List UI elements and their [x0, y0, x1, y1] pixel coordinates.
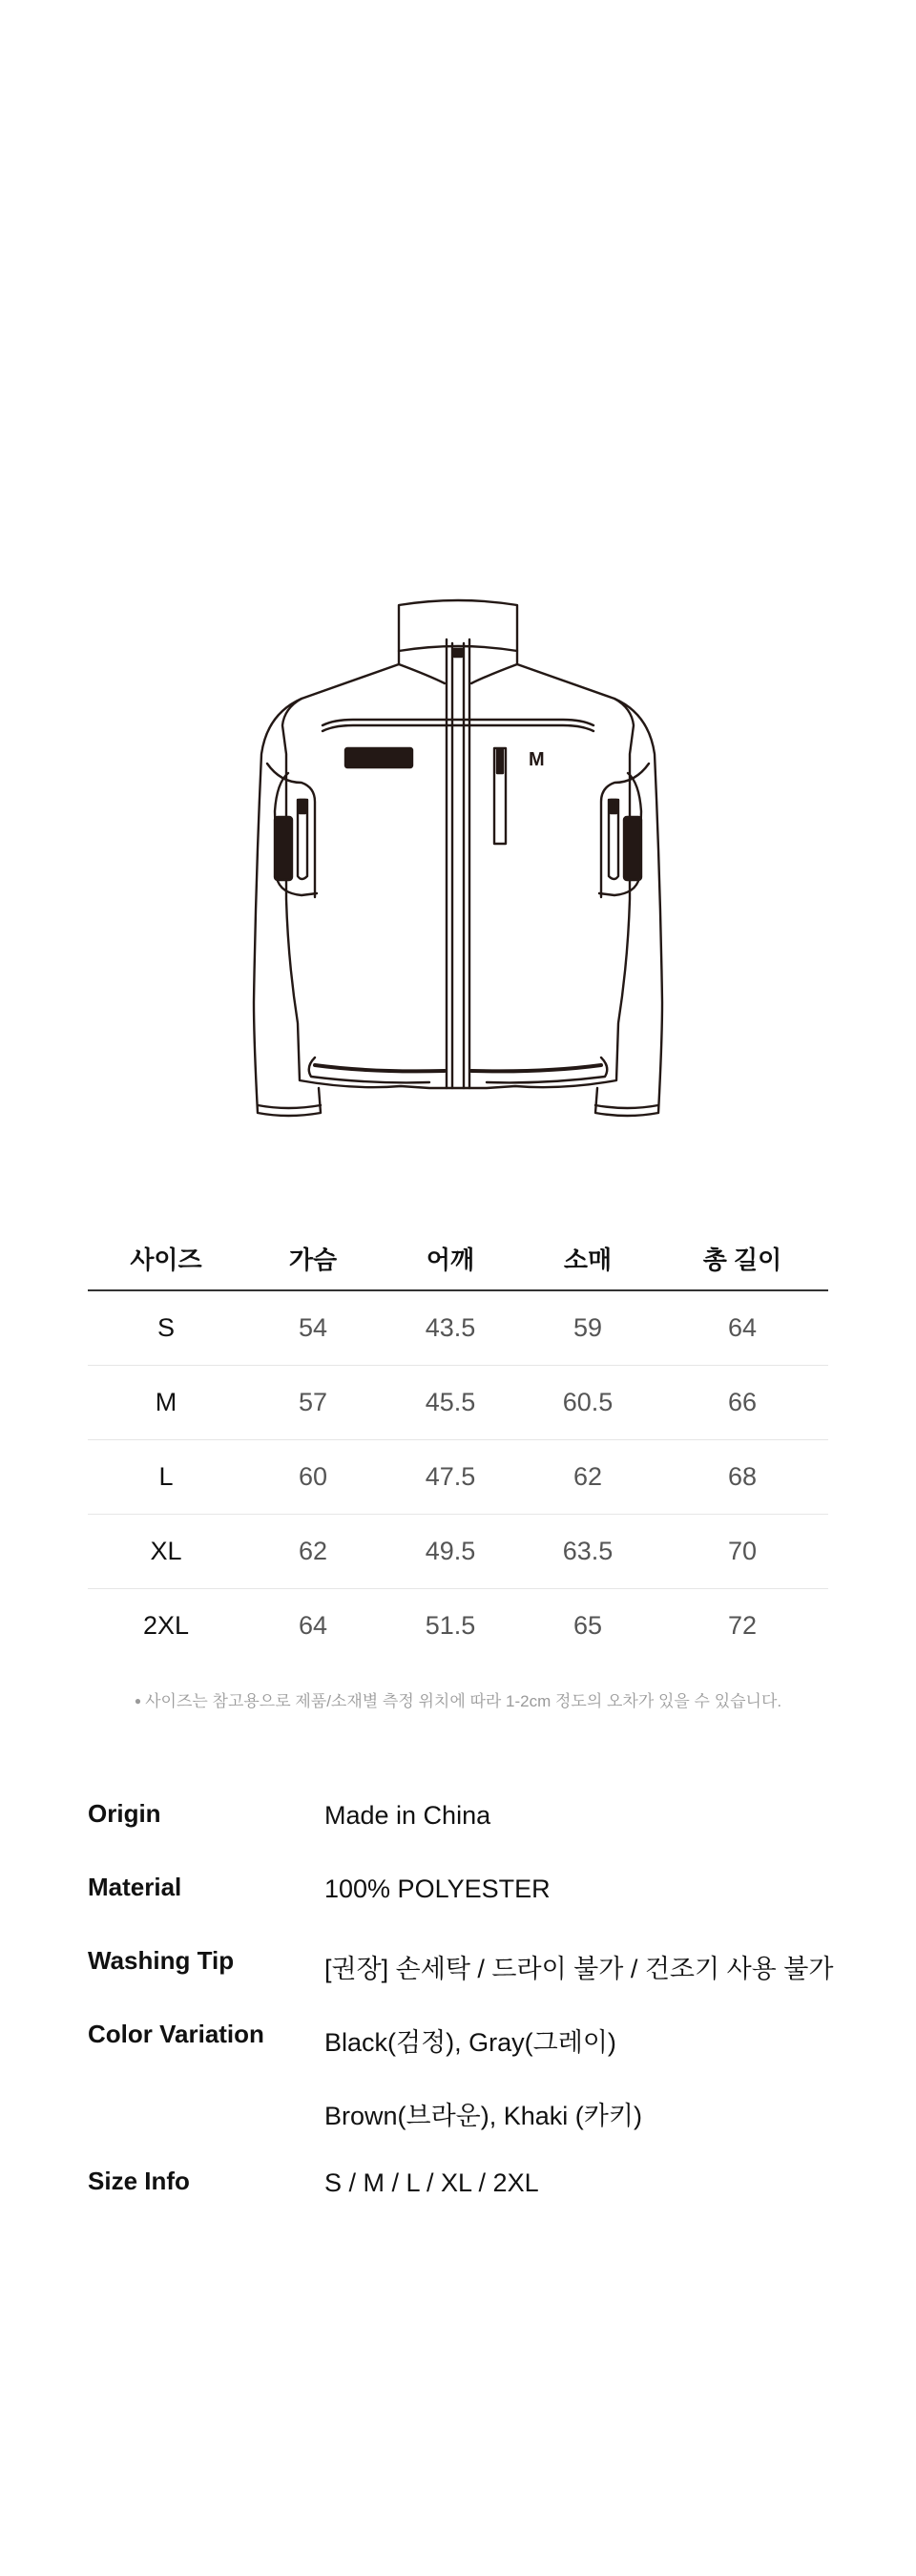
- size-value: S / M / L / XL / 2XL: [324, 2168, 539, 2197]
- size-note: [0, 1687, 916, 1711]
- table-row: [88, 1290, 828, 1366]
- table-cell: 65: [572, 1611, 603, 1640]
- table-cell: 72: [727, 1611, 758, 1640]
- table-cell: 62: [244, 1515, 382, 1589]
- center-zipper: [447, 639, 469, 1088]
- color-value-1: Black(검정), Gray(그레이): [324, 2028, 616, 2057]
- table-cell: 68: [656, 1440, 828, 1515]
- washing-label: Washing Tip: [88, 1946, 235, 1975]
- table-cell: 2XL: [142, 1611, 190, 1640]
- table-row: [88, 1366, 828, 1440]
- origin-label: Origin: [88, 1799, 161, 1828]
- color-value-2: Brown(브라운), Khaki (카키): [324, 2102, 642, 2130]
- table-cell: S: [88, 1290, 244, 1366]
- size-table: [88, 1226, 828, 1663]
- color-label: Color Variation: [88, 2020, 264, 2048]
- table-cell: 57: [244, 1366, 382, 1440]
- right-arm-patch: [624, 817, 641, 880]
- table-cell: 49.5: [382, 1515, 519, 1589]
- table-cell: 64: [298, 1611, 328, 1640]
- material-value: 100% POLYESTER: [324, 1874, 551, 1903]
- info-row-washing: [88, 1946, 851, 2020]
- note-text: 사이즈는 참고용으로 제품/소재별 측정 위치에 따라 1-2cm 정도의 오차가 있을 수 있습니다.: [145, 1692, 782, 1710]
- table-cell: L: [88, 1440, 244, 1515]
- header-shoulder: 어깨: [382, 1226, 519, 1290]
- header-sleeve: 소매: [519, 1226, 656, 1290]
- table-cell: M: [88, 1366, 244, 1440]
- info-row-material: [88, 1873, 851, 1946]
- chest-name-patch: [345, 748, 412, 767]
- jacket-illustration: [239, 592, 677, 1145]
- collar-back: [399, 600, 517, 651]
- product-info: [88, 1799, 851, 2240]
- header-size: 사이즈: [88, 1226, 244, 1290]
- table-cell: 66: [656, 1366, 828, 1440]
- info-row-origin: [88, 1799, 851, 1873]
- header-chest: 가슴: [244, 1226, 382, 1290]
- size-table-header: [88, 1226, 828, 1290]
- table-cell: 70: [656, 1515, 828, 1589]
- table-cell: 63.5: [519, 1515, 656, 1589]
- table-cell: 47.5: [382, 1440, 519, 1515]
- table-cell: 51.5: [425, 1611, 476, 1640]
- left-arm-patch: [275, 817, 292, 880]
- table-row: [88, 1515, 828, 1589]
- table-cell: 62: [519, 1440, 656, 1515]
- material-label: Material: [88, 1873, 182, 1901]
- table-cell: 64: [656, 1290, 828, 1366]
- table-row: [88, 1440, 828, 1515]
- info-row-size: [88, 2167, 851, 2240]
- table-cell: 45.5: [382, 1366, 519, 1440]
- note-bullet: ●: [134, 1694, 142, 1707]
- info-row-color-continued: [88, 2093, 851, 2167]
- table-cell: 60.5: [519, 1366, 656, 1440]
- header-total-length: 총 길이: [656, 1226, 828, 1290]
- origin-value: Made in China: [324, 1801, 491, 1830]
- info-row-color: [88, 2020, 851, 2093]
- size-label: Size Info: [88, 2167, 190, 2195]
- table-cell: XL: [88, 1515, 244, 1589]
- table-row: [88, 1589, 828, 1664]
- chest-logo: M: [529, 749, 545, 770]
- washing-value: [권장] 손세탁 / 드라이 불가 / 건조기 사용 불가: [324, 1955, 834, 1983]
- table-cell: 60: [244, 1440, 382, 1515]
- table-cell: 54: [244, 1290, 382, 1366]
- table-cell: 43.5: [382, 1290, 519, 1366]
- table-cell: 59: [519, 1290, 656, 1366]
